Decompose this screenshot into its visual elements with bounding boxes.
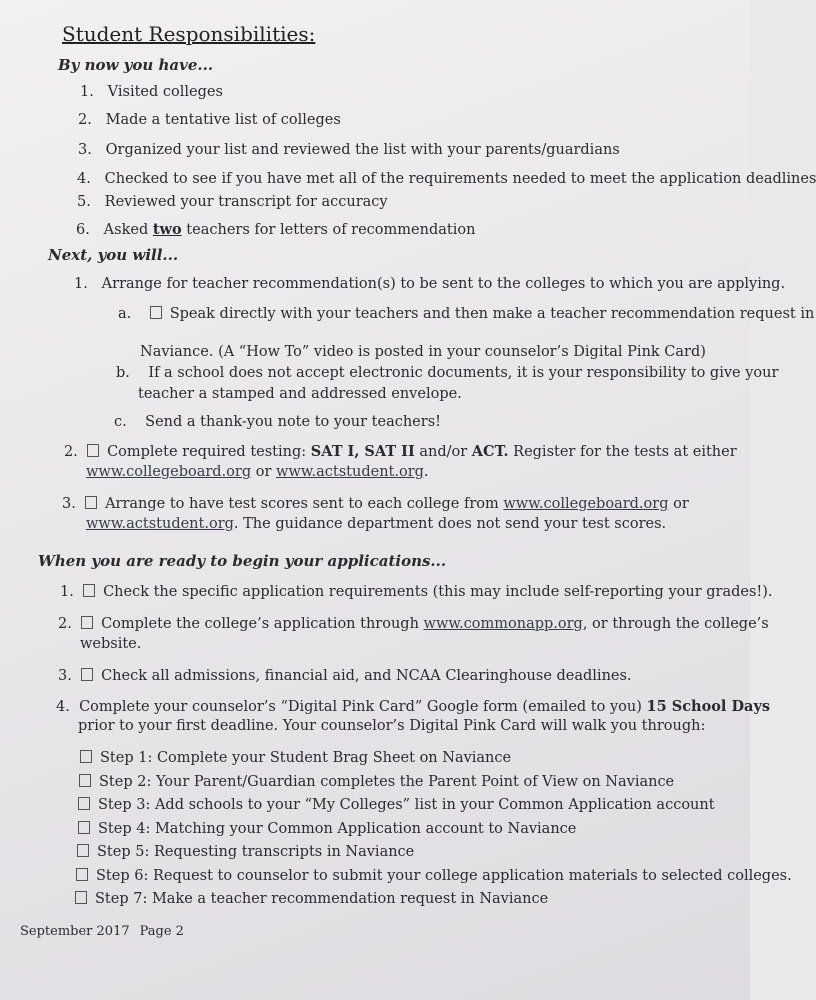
commonapp-link[interactable]: www.commonapp.org (423, 616, 583, 632)
item-text: Arrange to have test scores sent to each college from (105, 496, 504, 512)
sub-item-letter: c. (114, 414, 127, 430)
item-text: Reviewed your transcript for accuracy (104, 194, 388, 210)
item-text: Send a thank-you note to your teachers! (145, 414, 441, 430)
checkbox-icon[interactable] (87, 444, 99, 457)
item-number: 4. (77, 171, 91, 187)
item-text: Speak directly with your teachers and then make a teacher recommendation request in (169, 306, 815, 322)
list-item (77, 171, 816, 187)
item-number: 2. (58, 616, 72, 632)
step-text: Step 4: Matching your Common Application account to Naviance (98, 821, 577, 837)
footer-page-number: Page 2 (139, 924, 184, 939)
collegeboard-link[interactable]: www.collegeboard.org (86, 464, 252, 480)
sub-item-c (114, 414, 441, 430)
step-item (78, 821, 576, 837)
list-item (62, 496, 689, 512)
emphasis-text: 15 School Days (646, 698, 771, 715)
list-item-continued: prior to your first deadline. Your counselor’s Digital Pink Card will walk you through: (78, 718, 706, 734)
checkbox-icon[interactable] (85, 496, 97, 509)
list-item (58, 668, 632, 684)
item-text: Organized your list and reviewed the list with your parents/guardians (105, 142, 620, 158)
checkbox-icon[interactable] (78, 797, 90, 810)
checkbox-icon[interactable] (81, 616, 93, 629)
item-text: Checked to see if you have met all of the requirements needed to meet the application deadlines (104, 171, 816, 187)
step-text: Step 5: Requesting transcripts in Naviance (97, 844, 415, 860)
section-heading-by-now: By now you have... (58, 56, 214, 74)
item-text: Arrange for teacher recommendation(s) to be sent to the colleges to which you are applying. (101, 276, 786, 292)
item-text: . (423, 464, 429, 480)
item-number: 2. (64, 444, 78, 460)
item-number: 1. (80, 84, 94, 100)
list-item (77, 194, 388, 210)
checkbox-icon[interactable] (79, 774, 91, 787)
step-item (77, 844, 414, 860)
actstudent-link[interactable]: www.actstudent.org (86, 516, 234, 532)
step-text: Step 6: Request to counselor to submit your college application materials to selected colleges. (96, 868, 792, 884)
checkbox-icon[interactable] (80, 750, 92, 763)
step-item (78, 797, 715, 813)
item-number: 5. (77, 194, 91, 210)
page-title: Student Responsibilities: (62, 22, 316, 46)
checkbox-icon[interactable] (77, 844, 89, 857)
step-text: Step 3: Add schools to your “My Colleges” list in your Common Application account (98, 797, 715, 813)
item-text: or (668, 496, 689, 512)
step-text: Step 1: Complete your Student Brag Sheet on Naviance (100, 750, 512, 766)
list-item (60, 584, 773, 600)
item-text: Visited colleges (107, 84, 223, 100)
item-text: Register for the tests at either (508, 444, 737, 460)
page-footer (20, 924, 194, 939)
step-text: Step 7: Make a teacher recommendation request in Naviance (95, 891, 549, 907)
list-item-continued (86, 464, 429, 480)
item-number: 3. (58, 668, 72, 684)
checkbox-icon[interactable] (78, 821, 90, 834)
item-text: . The guidance department does not send your test scores. (233, 516, 667, 532)
actstudent-link[interactable]: www.actstudent.org (276, 464, 424, 480)
checkbox-icon[interactable] (75, 891, 87, 904)
list-item (74, 276, 785, 292)
item-text: Check the specific application requirements (this may include self-reporting your grades!). (103, 584, 773, 600)
list-item (78, 142, 620, 158)
collegeboard-link[interactable]: www.collegeboard.org (503, 496, 669, 512)
item-number: 3. (62, 496, 76, 512)
sub-item-letter: b. (116, 365, 130, 381)
step-item (75, 891, 548, 907)
item-text: If a school does not accept electronic documents, it is your responsibility to give your (148, 365, 779, 381)
sub-item-a-continued: Naviance. (A “How To” video is posted in your counselor’s Digital Pink Card) (140, 344, 706, 360)
item-number: 1. (74, 276, 88, 292)
list-item (64, 443, 737, 460)
emphasis-text: SAT I, SAT II (310, 443, 415, 460)
footer-date: September 2017 (20, 924, 130, 939)
checkbox-icon[interactable] (83, 584, 95, 597)
sub-item-b-continued: teacher a stamped and addressed envelope. (138, 386, 462, 402)
list-item-continued (86, 516, 666, 532)
item-text: , or through the college’s (582, 616, 769, 632)
item-number: 3. (78, 142, 92, 158)
step-text: Step 2: Your Parent/Guardian completes the Parent Point of View on Naviance (99, 774, 675, 790)
sub-item-a (118, 306, 814, 322)
item-text: or (251, 464, 277, 480)
step-item (76, 868, 792, 884)
item-text: Complete required testing: (107, 444, 311, 460)
item-text: Check all admissions, financial aid, and NCAA Clearinghouse deadlines. (101, 668, 632, 684)
checkbox-icon[interactable] (81, 668, 93, 681)
step-item (79, 774, 674, 790)
checkbox-icon[interactable] (76, 868, 88, 881)
sub-item-b (116, 365, 778, 381)
item-text: Asked (103, 222, 153, 238)
item-text: and/or (414, 444, 472, 460)
section-heading-ready: When you are ready to begin your applications... (38, 552, 447, 570)
item-text: Made a tentative list of colleges (105, 112, 341, 128)
checkbox-icon[interactable] (150, 306, 162, 319)
list-item (78, 112, 341, 128)
item-text: Complete the college’s application through (101, 616, 424, 632)
list-item (56, 698, 770, 715)
section-heading-next: Next, you will... (48, 246, 179, 264)
emphasis-text: ACT. (471, 443, 509, 460)
sub-item-letter: a. (118, 306, 132, 322)
list-item (80, 84, 223, 100)
list-item (58, 616, 769, 632)
list-item-continued: website. (80, 636, 142, 652)
list-item (76, 221, 475, 238)
item-number: 1. (60, 584, 74, 600)
item-number: 6. (76, 222, 90, 238)
step-item (80, 750, 511, 766)
item-text: teachers for letters of recommendation (181, 222, 476, 238)
item-number: 2. (78, 112, 92, 128)
item-number: 4. (56, 699, 70, 715)
item-text: Complete your counselor’s “Digital Pink Card” Google form (emailed to you) (79, 699, 647, 715)
emphasis-text: two (152, 221, 182, 238)
